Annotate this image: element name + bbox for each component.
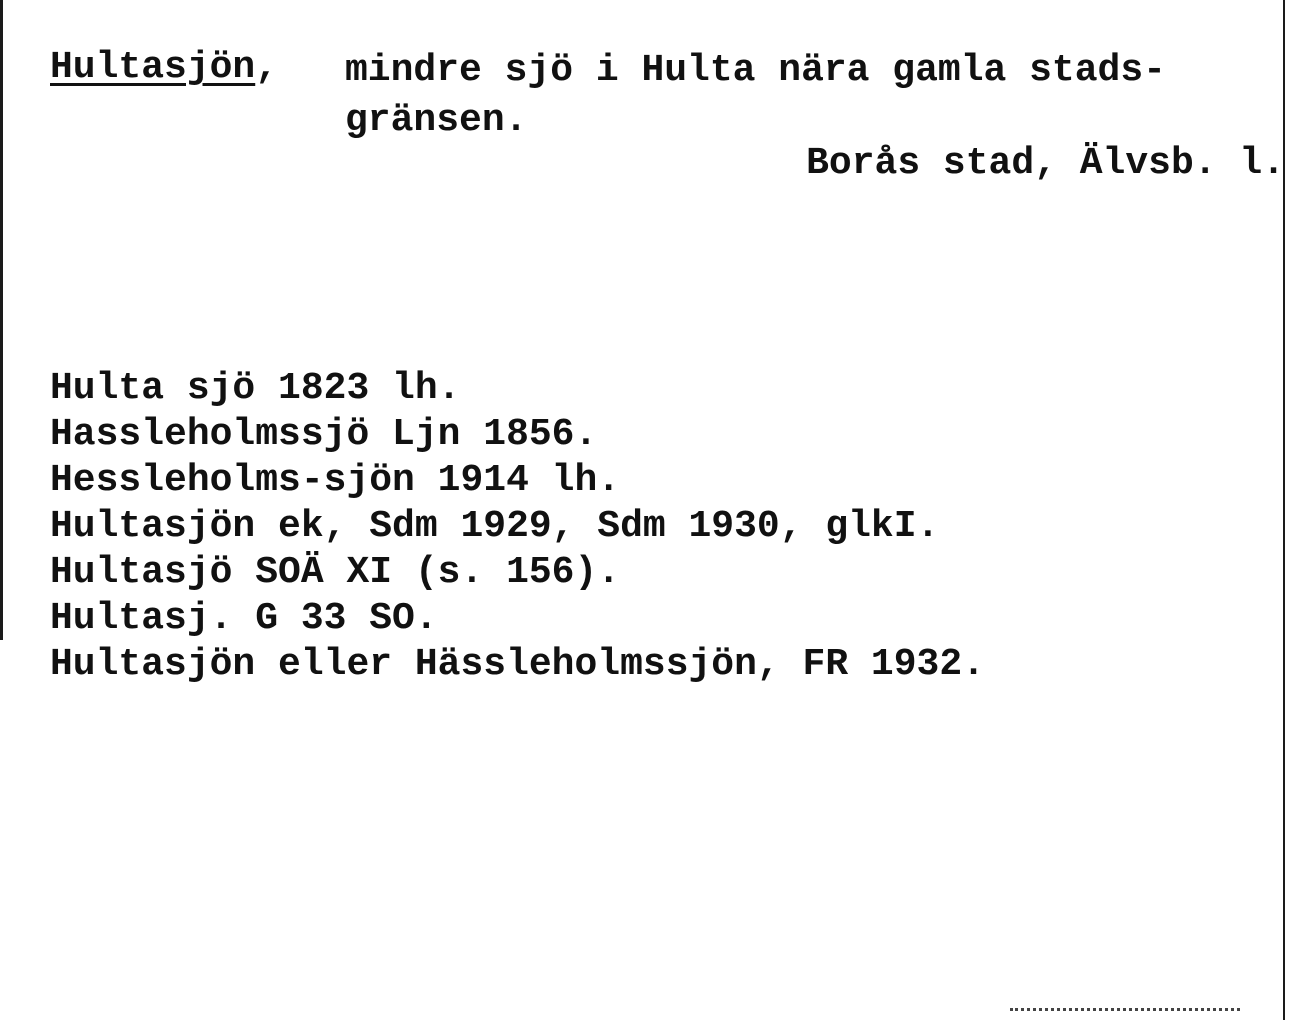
source-entry: Hultasjön ek, Sdm 1929, Sdm 1930, glkI. — [50, 505, 940, 548]
headword-text: Hultasjön — [50, 46, 256, 89]
bottom-edge-marks — [1010, 1008, 1240, 1017]
location: Borås stad, Älvsb. l. — [806, 142, 1285, 185]
source-entry: Hultasjö SOÄ XI (s. 156). — [50, 551, 621, 594]
source-list — [50, 366, 985, 688]
source-entry: Hultasjön eller Hässleholmssjön, FR 1932. — [50, 643, 985, 686]
headword-punctuation: , — [255, 46, 279, 89]
headword — [50, 46, 278, 89]
source-entry: Hulta sjö 1823 lh. — [50, 367, 461, 410]
card-left-edge — [0, 0, 3, 640]
source-entry: Hassleholmssjö Ljn 1856. — [50, 413, 598, 456]
source-entry: Hessleholms-sjön 1914 lh. — [50, 459, 621, 502]
definition: mindre sjö i Hulta nära gamla stads- gränsen. — [345, 49, 1166, 142]
source-entry: Hultasj. G 33 SO. — [50, 597, 438, 640]
